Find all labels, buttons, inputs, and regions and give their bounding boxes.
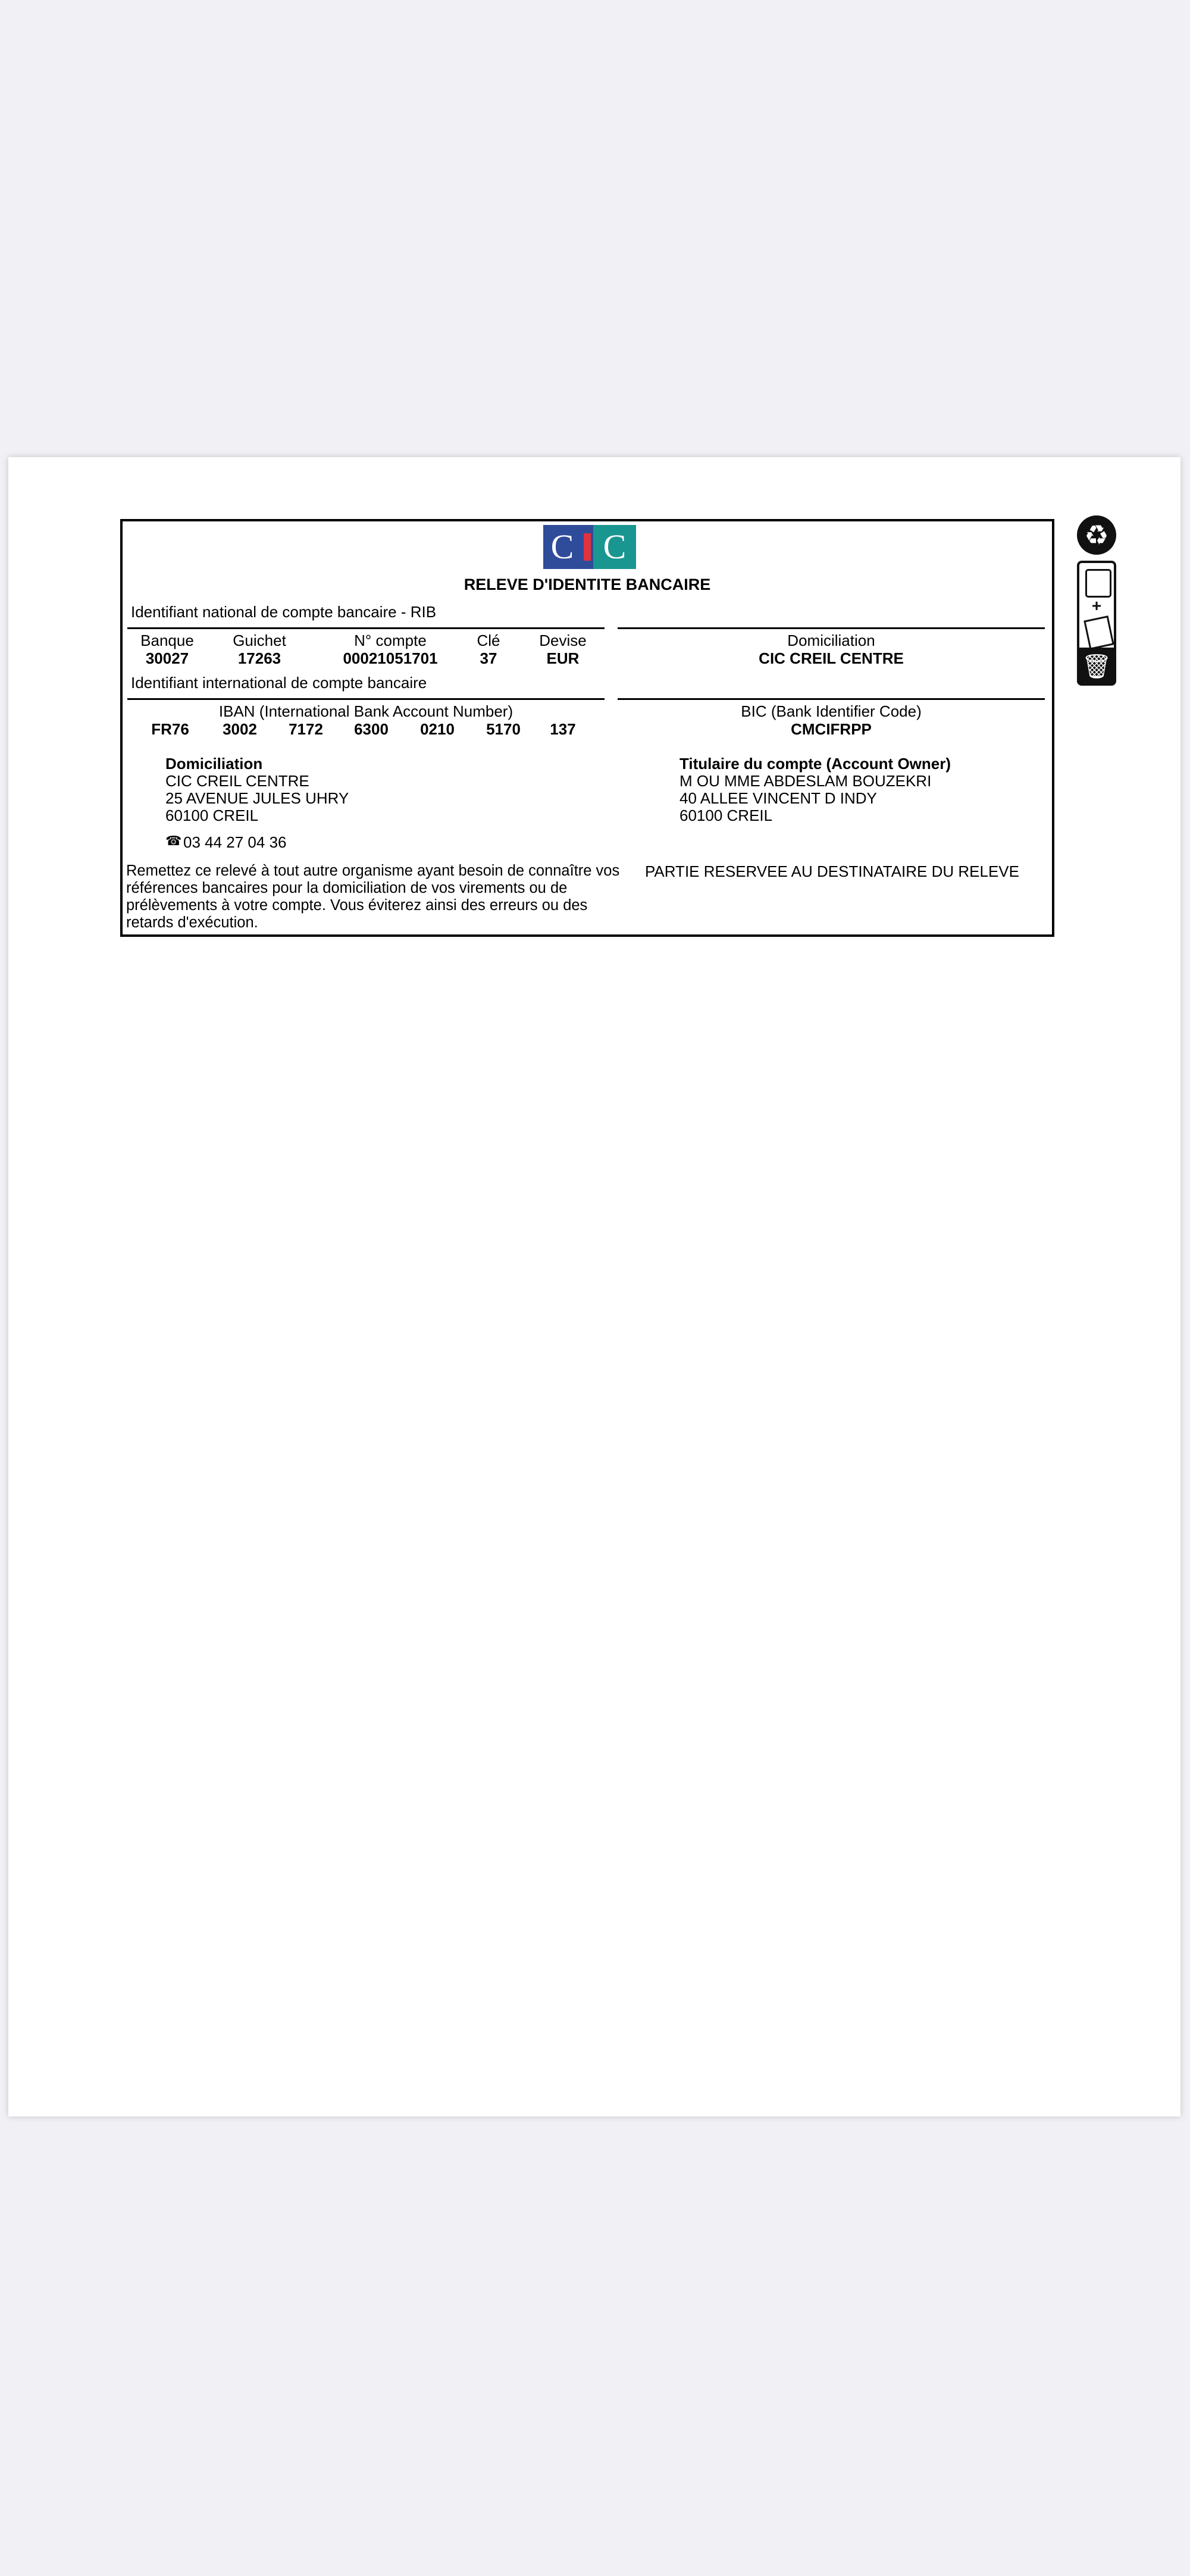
- logo-letter-c2: C: [593, 525, 636, 569]
- phone-icon: ☎: [165, 833, 182, 848]
- domiciliation-value: CIC CREIL CENTRE: [759, 649, 904, 667]
- bank-address-heading: Domiciliation: [165, 755, 263, 773]
- iban-part-7: 137: [550, 720, 576, 738]
- document-title: RELEVE D'IDENTITE BANCAIRE: [464, 576, 711, 593]
- sorting-icon: [1077, 561, 1116, 686]
- recycling-instructions: [1077, 515, 1119, 686]
- international-heading: Identifiant international de compte bancaire: [131, 674, 427, 692]
- paper-icon: [1083, 615, 1114, 650]
- header-cle: Clé: [477, 632, 500, 649]
- header-devise: Devise: [539, 632, 587, 649]
- rib-box: [120, 519, 1054, 937]
- iban-part-4: 6300: [354, 720, 389, 738]
- value-guichet: 17263: [237, 649, 281, 667]
- owner-line-3: 60100 CREIL: [679, 806, 773, 824]
- plus-icon: +: [1091, 596, 1102, 615]
- envelope-icon: [1085, 569, 1111, 598]
- national-heading: Identifiant national de compte bancaire - RIB: [131, 603, 437, 621]
- instructions-note: Remettez ce relevé à tout autre organisme ayant besoin de connaître vos références bancaires pour la domiciliation de vos virements ou de prélèvements à votre compte. Vous éviterez ainsi des erreurs ou des retards d'exécution.: [126, 862, 620, 931]
- logo-letter-i: [581, 525, 593, 569]
- bic-label: BIC (Bank Identifier Code): [741, 702, 922, 720]
- bank-address-line-1: CIC CREIL CENTRE: [165, 772, 309, 790]
- header-compte: N° compte: [354, 632, 427, 649]
- iban-part-3: 7172: [289, 720, 323, 738]
- bic-value: CMCIFRPP: [791, 720, 872, 738]
- owner-line-1: M OU MME ABDESLAM BOUZEKRI: [679, 772, 932, 790]
- value-cle: 37: [480, 649, 497, 667]
- owner-heading: Titulaire du compte (Account Owner): [679, 755, 951, 773]
- iban-part-6: 5170: [486, 720, 521, 738]
- bank-address-line-2: 25 AVENUE JULES UHRY: [165, 789, 349, 807]
- value-banque: 30027: [145, 649, 189, 667]
- logo-letter-c1: C: [543, 525, 581, 569]
- header-guichet: Guichet: [233, 632, 286, 649]
- domiciliation-label: Domiciliation: [787, 632, 875, 649]
- domiciliation-rule: [618, 627, 1045, 629]
- trash-bin-icon: 🗑: [1077, 648, 1116, 686]
- iban-part-5: 0210: [420, 720, 455, 738]
- document-page: [8, 457, 1180, 2117]
- cic-logo: [543, 525, 636, 569]
- reserved-section: PARTIE RESERVEE AU DESTINATAIRE DU RELEVE: [645, 862, 1019, 880]
- owner-line-2: 40 ALLEE VINCENT D INDY: [679, 789, 877, 807]
- bank-address-line-3: 60100 CREIL: [165, 806, 259, 824]
- value-devise: EUR: [546, 649, 580, 667]
- iban-part-2: 3002: [223, 720, 257, 738]
- iban-label: IBAN (International Bank Account Number): [218, 702, 513, 720]
- bank-phone: 03 44 27 04 36: [183, 833, 287, 851]
- value-compte: 00021051701: [343, 649, 438, 667]
- header-banque: Banque: [140, 632, 194, 649]
- iban-part-1: FR76: [151, 720, 189, 738]
- iban-rule: [127, 698, 605, 700]
- national-rule: [127, 627, 605, 629]
- recycle-icon: ♻: [1077, 515, 1116, 555]
- bic-rule: [618, 698, 1045, 700]
